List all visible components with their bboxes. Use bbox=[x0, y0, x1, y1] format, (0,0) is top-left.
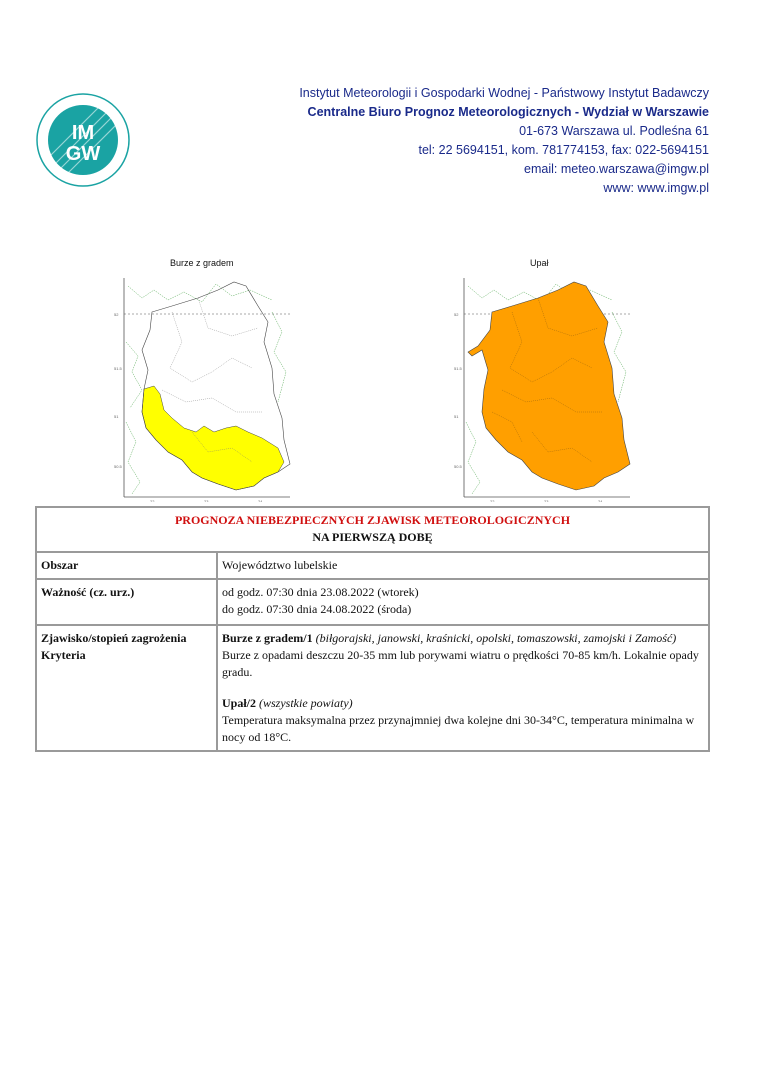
address: 01-673 Warszawa ul. Podleśna 61 bbox=[519, 124, 709, 138]
logo-text-bottom: GW bbox=[65, 143, 101, 165]
phenomenon-label: Zjawisko/stopień zagrożenia bbox=[41, 631, 187, 645]
map-storm bbox=[112, 272, 292, 502]
validity-to: do godz. 07:30 dnia 24.08.2022 (środa) bbox=[222, 602, 412, 616]
heat-description: Temperatura maksymalna przez przynajmniej dwa kolejne dni 30-34°C, temperatura minimalna w nocy od 18°C. bbox=[222, 713, 695, 744]
heat-region bbox=[468, 282, 630, 490]
phone: tel: 22 5694151, kom. 781774153, fax: 022-5694151 bbox=[418, 143, 709, 157]
storm-title: Burze z gradem/1 bbox=[222, 631, 313, 645]
validity-value bbox=[217, 579, 709, 625]
warning-table bbox=[35, 506, 710, 752]
header-block bbox=[299, 84, 709, 198]
table-title bbox=[36, 507, 709, 552]
bureau-name: Centralne Biuro Prognoz Meteorologicznych - Wydział w Warszawie bbox=[307, 105, 709, 119]
storm-description: Burze z opadami deszczu 20-35 mm lub porywami wiatru o prędkości 70-85 km/h. Lokalnie opady gradu. bbox=[222, 648, 699, 679]
svg-text:24: 24 bbox=[258, 499, 263, 502]
institute-name: Instytut Meteorologii i Gospodarki Wodnej - Państwowy Instytut Badawczy bbox=[299, 86, 709, 100]
storm-region bbox=[142, 386, 284, 490]
website: www: www.imgw.pl bbox=[603, 181, 709, 195]
svg-text:50.5: 50.5 bbox=[114, 464, 122, 469]
logo-text-top: IM bbox=[71, 122, 95, 144]
validity-label: Ważność (cz. urz.) bbox=[36, 579, 217, 625]
area-value: Województwo lubelskie bbox=[217, 552, 709, 579]
phenomenon-labels bbox=[36, 625, 217, 751]
table-title-line1: PROGNOZA NIEBEZPIECZNYCH ZJAWISK METEOROLOGICZNYCH bbox=[174, 513, 571, 527]
email: email: meteo.warszawa@imgw.pl bbox=[524, 162, 709, 176]
storm-counties: (biłgorajski, janowski, kraśnicki, opolski, tomaszowski, zamojski i Zamość) bbox=[315, 631, 677, 645]
phenomenon-details bbox=[217, 625, 709, 751]
svg-text:22: 22 bbox=[490, 499, 495, 502]
svg-text:52: 52 bbox=[454, 312, 459, 317]
svg-text:51: 51 bbox=[114, 414, 119, 419]
heat-heading bbox=[222, 695, 704, 712]
heat-title: Upał/2 bbox=[222, 696, 257, 710]
criteria-label: Kryteria bbox=[41, 648, 86, 662]
svg-text:51.5: 51.5 bbox=[114, 366, 122, 371]
svg-text:51: 51 bbox=[454, 414, 459, 419]
table-title-line2: NA PIERWSZĄ DOBĘ bbox=[312, 530, 433, 544]
storm-heading bbox=[222, 630, 704, 647]
map-heat-title: Upał bbox=[530, 258, 549, 268]
svg-text:23: 23 bbox=[204, 499, 209, 502]
svg-text:22: 22 bbox=[150, 499, 155, 502]
svg-text:50.5: 50.5 bbox=[454, 464, 462, 469]
area-label: Obszar bbox=[36, 552, 217, 579]
svg-text:51.5: 51.5 bbox=[454, 366, 462, 371]
svg-text:52: 52 bbox=[114, 312, 119, 317]
map-heat bbox=[452, 272, 632, 502]
heat-counties: (wszystkie powiaty) bbox=[259, 696, 353, 710]
map-storm-title: Burze z gradem bbox=[170, 258, 234, 268]
svg-text:23: 23 bbox=[544, 499, 549, 502]
validity-from: od godz. 07:30 dnia 23.08.2022 (wtorek) bbox=[222, 585, 419, 599]
imgw-logo bbox=[36, 93, 130, 187]
svg-text:24: 24 bbox=[598, 499, 603, 502]
